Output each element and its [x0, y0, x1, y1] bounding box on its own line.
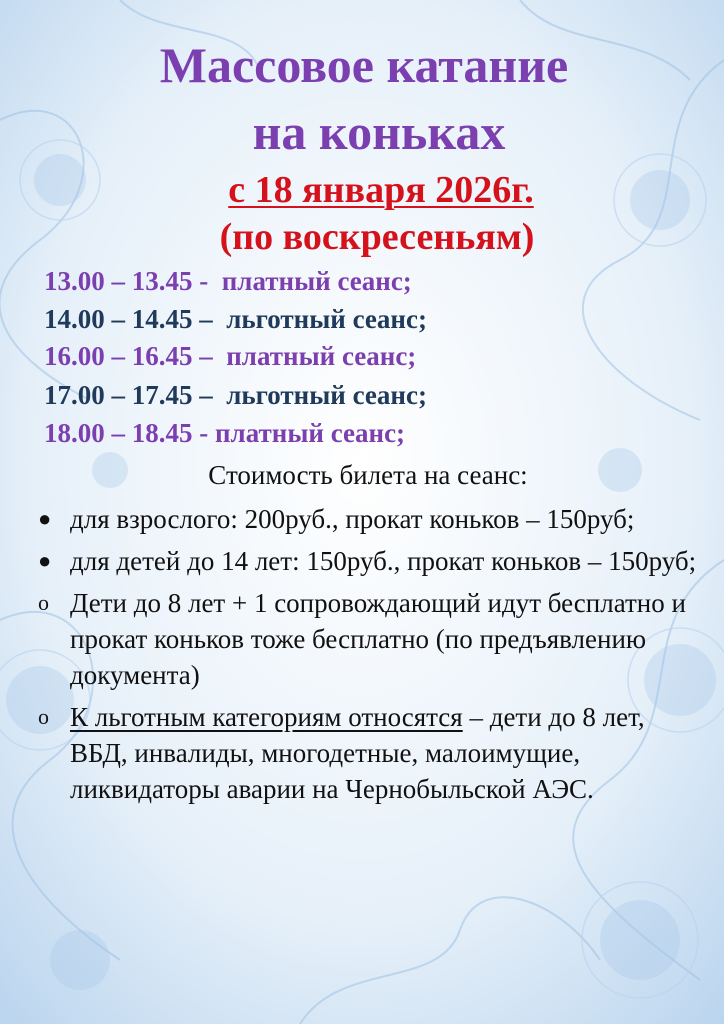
session-time: 16.00 – 16.45 –: [44, 341, 227, 371]
session-row: [44, 417, 405, 449]
list-item: [0, 699, 724, 807]
session-label: льготный сеанс;: [226, 380, 427, 410]
session-row: [44, 340, 416, 372]
session-row: [44, 303, 427, 335]
session-time: 13.00 – 13.45 -: [44, 266, 222, 296]
bullet-circle-icon: o: [38, 590, 49, 615]
list-item: [0, 585, 724, 693]
bullet-circle-icon: o: [38, 704, 49, 729]
category-description: – дети до 8 лет, ВБД, инвалиды, многодетные, малоимущие, ликвидаторы аварии на Чернобыльской АЭС.: [70, 702, 645, 804]
session-row: [44, 379, 427, 411]
session-row: [44, 265, 412, 297]
bullet-dot-icon: ●: [38, 506, 52, 531]
session-label: платный сеанс;: [215, 418, 406, 448]
start-date-text: с 18 января 2026г.: [228, 169, 534, 211]
price-heading: Стоимость билета на сеанс:: [208, 460, 528, 490]
session-label: платный сеанс;: [221, 266, 412, 296]
list-item: [0, 501, 724, 537]
session-label: льготный сеанс;: [226, 304, 427, 334]
list-item-text: Дети до 8 лет + 1 сопровождающий идут бесплатно и прокат коньков тоже бесплатно (по предъявлению документа): [70, 588, 686, 690]
price-list: [0, 501, 724, 813]
session-time: 17.00 – 17.45 –: [44, 380, 227, 410]
list-item-text: [70, 699, 702, 807]
start-date: [19, 168, 724, 212]
session-label: платный сеанс;: [226, 341, 417, 371]
list-item-text: для детей до 14 лет: 150руб., прокат коньков – 150руб;: [70, 546, 697, 576]
title-line-1: Массовое катание: [159, 37, 569, 93]
schedule-note: (по воскресеньям): [219, 216, 535, 258]
list-item-text: для взрослого: 200руб., прокат коньков – 150руб;: [70, 504, 635, 534]
list-item: [0, 543, 724, 579]
session-time: 14.00 – 14.45 –: [44, 304, 227, 334]
title-line-2: на коньках: [252, 104, 506, 160]
bullet-dot-icon: ●: [38, 548, 52, 573]
session-time: 18.00 – 18.45 -: [44, 418, 215, 448]
category-heading: К льготным категориям относятся: [70, 702, 463, 732]
